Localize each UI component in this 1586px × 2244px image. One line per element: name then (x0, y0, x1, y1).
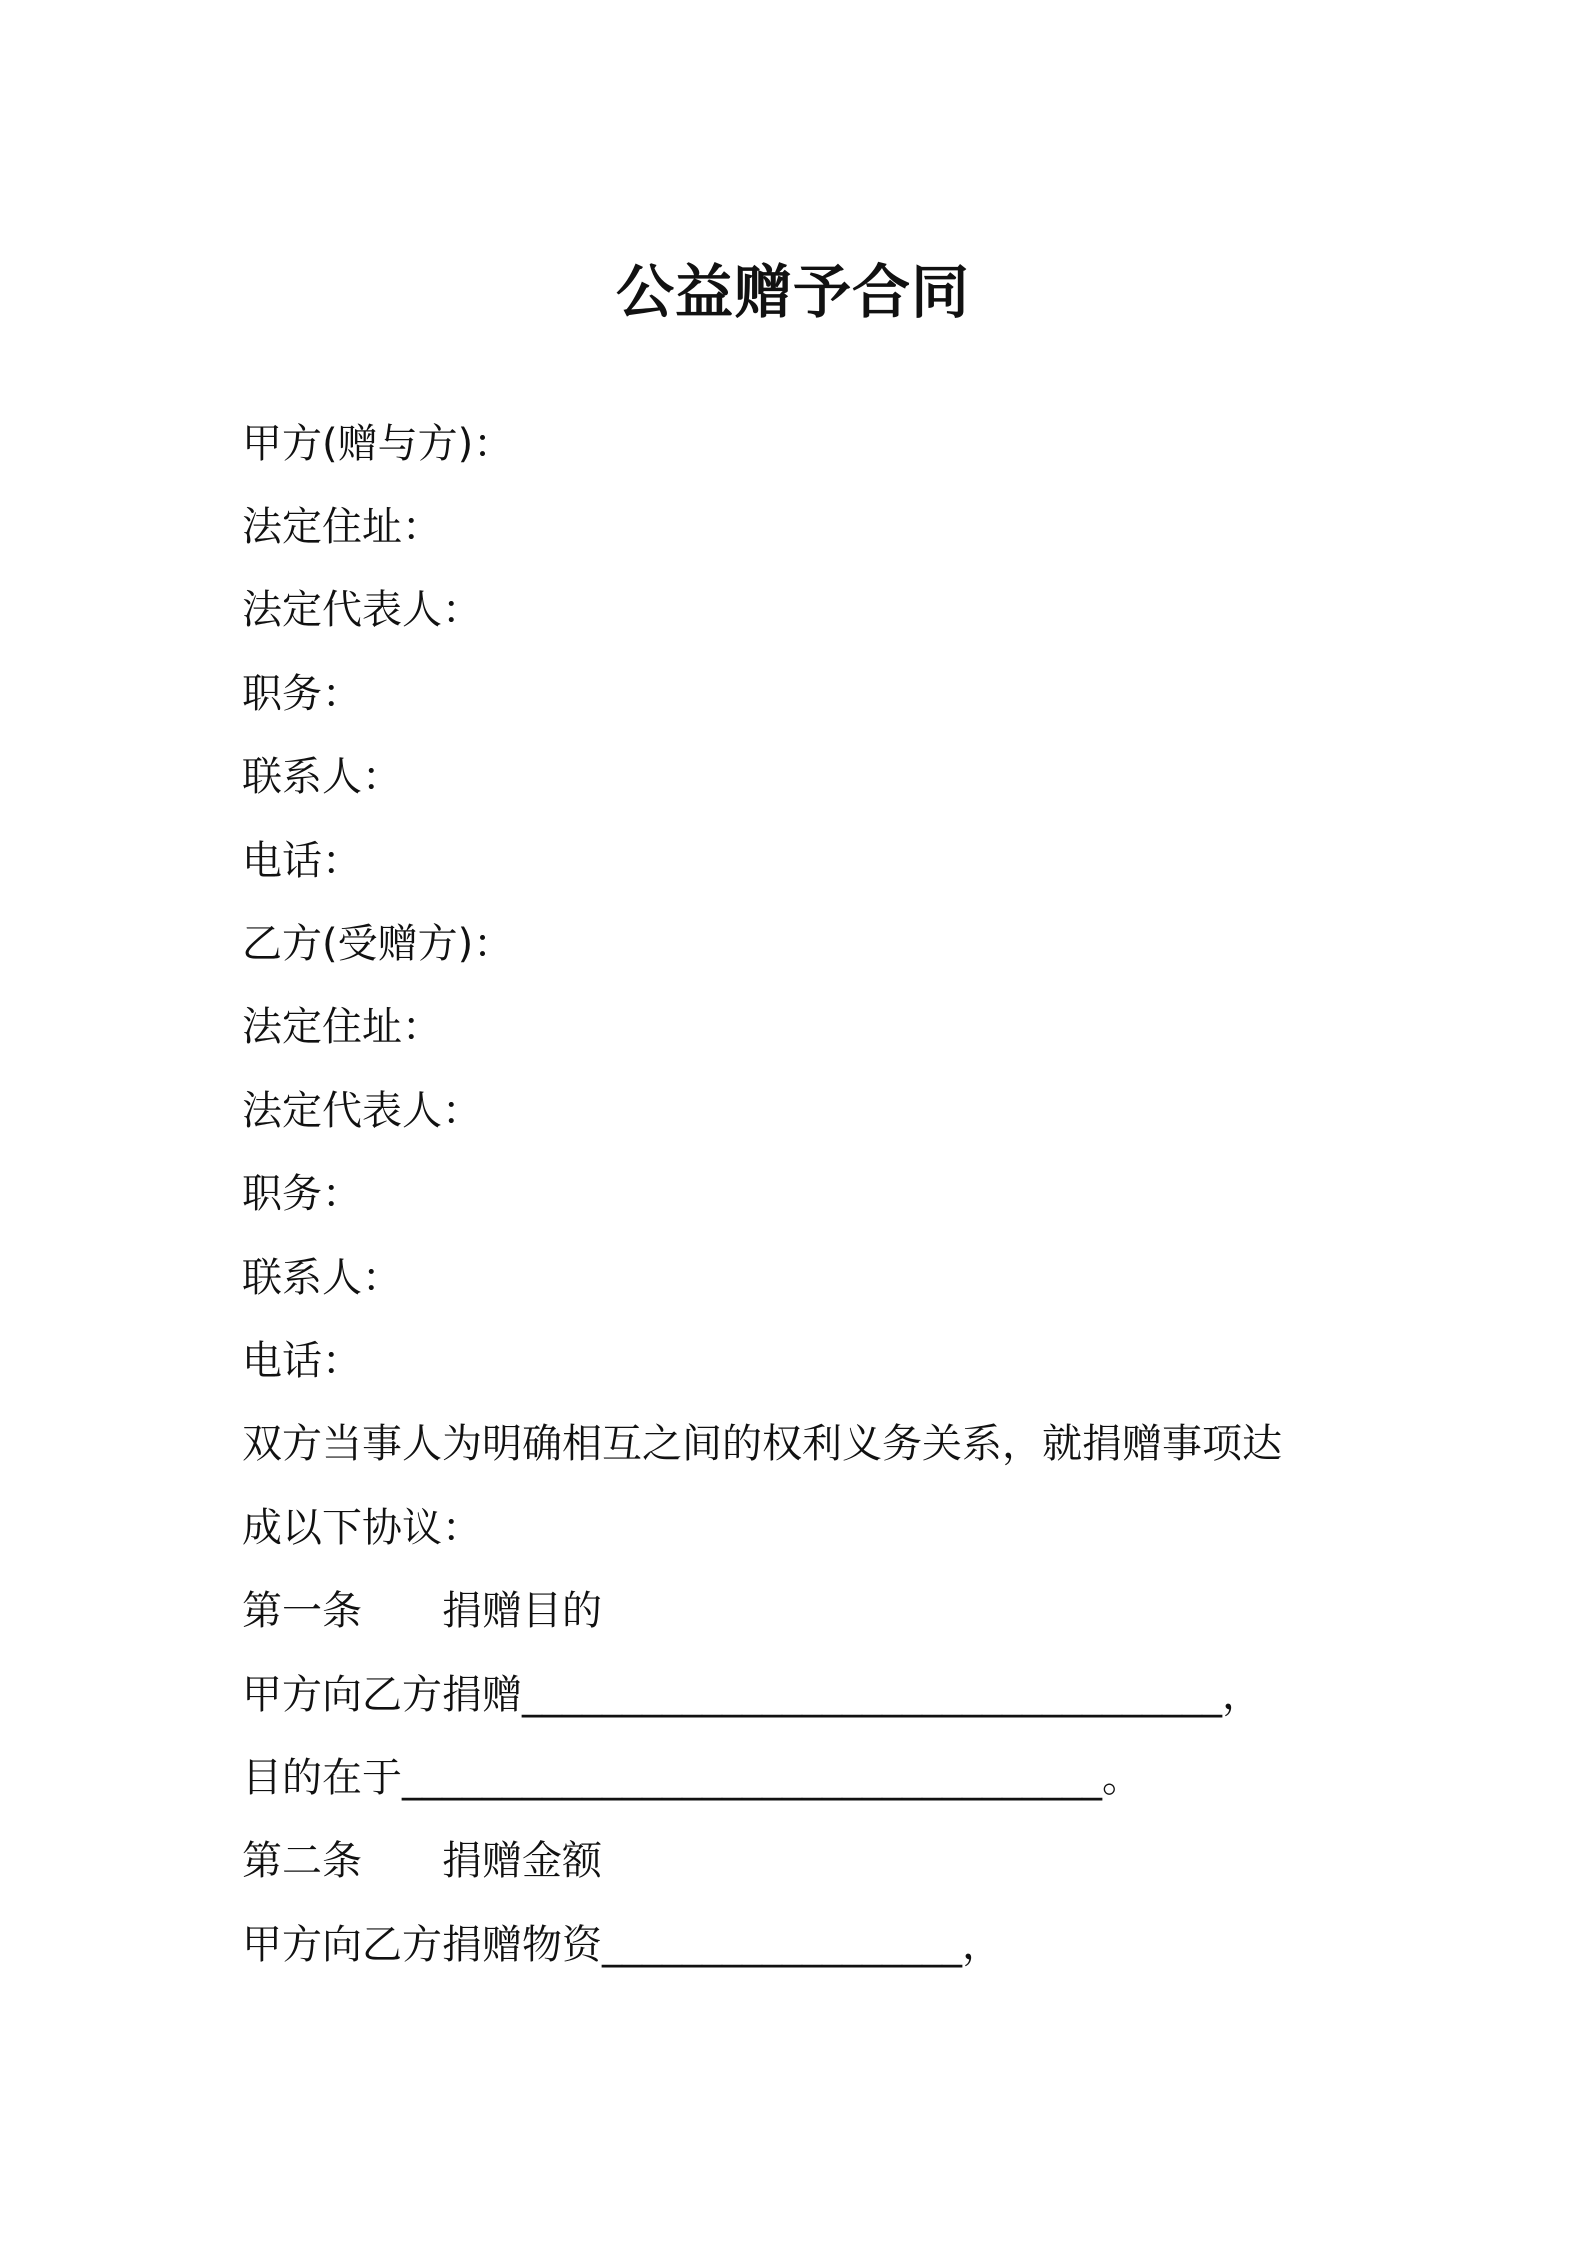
party-b-representative-label: 法定代表人： (242, 1088, 482, 1134)
article-2-materials-line: 甲方向乙方捐赠物资__________________， (242, 1922, 1002, 1968)
party-b-position-label: 职务： (242, 1171, 362, 1217)
party-a-representative-label: 法定代表人： (242, 587, 482, 633)
party-a-label: 甲方(赠与方)： (242, 421, 514, 467)
party-b-phone-label: 电话： (242, 1338, 362, 1384)
party-a-address-label: 法定住址： (242, 504, 442, 550)
party-a-phone-label: 电话： (242, 838, 362, 884)
article-1-donation-line: 甲方向乙方捐赠___________________________________， (242, 1672, 1262, 1718)
party-a-position-label: 职务： (242, 671, 362, 717)
preamble-line-2: 成以下协议： (242, 1505, 482, 1551)
article-2-heading: 第二条 捐赠金额 (242, 1838, 602, 1884)
party-b-contact-label: 联系人： (242, 1255, 402, 1301)
article-1-heading: 第一条 捐赠目的 (242, 1588, 602, 1634)
document-title: 公益赠予合同 (615, 258, 970, 326)
preamble-line-1: 双方当事人为明确相互之间的权利义务关系，就捐赠事项达 (242, 1421, 1282, 1467)
party-b-label: 乙方(受赠方)： (242, 921, 514, 967)
article-1-purpose-line: 目的在于___________________________________。 (242, 1755, 1142, 1801)
party-a-contact-label: 联系人： (242, 754, 402, 800)
party-b-address-label: 法定住址： (242, 1004, 442, 1050)
